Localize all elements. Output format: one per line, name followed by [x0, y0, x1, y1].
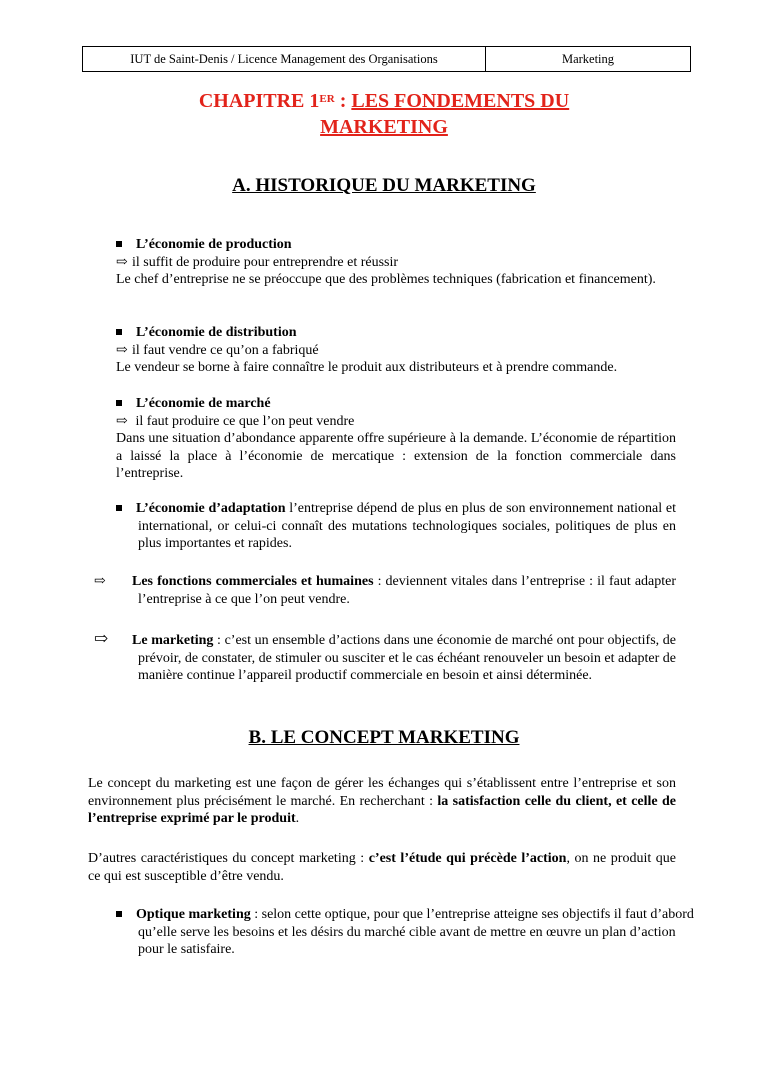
right-arrow-icon: ⇨: [94, 574, 106, 589]
header-subject: Marketing: [561, 51, 615, 66]
p1-bold: la satisfaction celle du client, et celle de l’entreprise exprimé par le produit: [88, 793, 677, 826]
section-a-title: A. HISTORIQUE DU MARKETING: [232, 175, 536, 196]
bullet-square-icon: [116, 241, 122, 247]
bullet-square-icon: [116, 911, 122, 917]
right-arrow-icon: ⇨: [116, 342, 128, 358]
production-block: [116, 236, 676, 289]
production-heading: L’économie de production: [136, 237, 292, 252]
production-text: Le chef d’entreprise ne se préoccupe que des problèmes techniques (fabrication et financement).: [116, 272, 656, 287]
optique-text: : selon cette optique, pour que l’entreprise atteigne ses objectifs il faut d’abord qu’elle serve les besoins et les désirs du marché cible avant de mettre en œuvre un plan d’action pour le satisfaire.: [138, 907, 694, 957]
adaptation-block: [116, 500, 676, 553]
marche-block: [116, 395, 676, 483]
bullet-square-icon: [116, 329, 122, 335]
p2-end: , on ne produit que ce qui est susceptible d’être vendu.: [88, 851, 676, 884]
p1-end: .: [295, 811, 300, 826]
optique-block: [116, 906, 698, 959]
marche-heading: L’économie de marché: [136, 396, 271, 411]
bullet-square-icon: [116, 505, 122, 511]
section-b-title: B. LE CONCEPT MARKETING: [248, 727, 520, 748]
production-arrow-text: il suffit de produire pour entreprendre et réussir: [132, 254, 399, 270]
adaptation-text: l’entreprise dépend de plus en plus de son environnement national et international, or celui-ci connaît des mutations technologiques sociales, politiques de plus en plus importantes et rapides.: [138, 501, 676, 551]
p2-text: D’autres caractéristiques du concept marketing :: [88, 851, 369, 866]
marketing-heading: Le marketing: [132, 633, 214, 648]
right-arrow-icon: ⇨: [116, 413, 128, 429]
marche-text: Dans une situation d’abondance apparente offre supérieure à la demande. L’économie de répartition a laissé la place à l’économie de mercatique : extension de la fonction commerciale dans l’entreprise.: [116, 431, 676, 481]
adaptation-heading: L’économie d’adaptation: [136, 501, 286, 516]
header-institution: IUT de Saint-Denis / Licence Management des Organisations: [83, 47, 486, 71]
distribution-arrow-text: il faut vendre ce qu’on a fabriqué: [132, 342, 319, 358]
marche-arrow-text: il faut produire ce que l’on peut vendre: [135, 413, 355, 429]
marketing-block: [94, 629, 676, 685]
bullet-square-icon: [116, 400, 122, 406]
distribution-heading: L’économie de distribution: [136, 325, 297, 340]
optique-heading: Optique marketing: [136, 907, 251, 922]
marketing-text: : c’est un ensemble d’actions dans une économie de marché ont pour objectifs, de prévoir, de constater, de stimuler ou susciter et le cas échéant renouveler un besoin et adapter de manière continue l’appareil productif commerciale en besoin et ainsi déterminée.: [138, 633, 676, 683]
distribution-block: [116, 324, 676, 377]
chapter-title-line1: LES FONDEMENTS DU: [351, 90, 570, 112]
concept-paragraph-2: [88, 850, 676, 885]
distribution-text: Le vendeur se borne à faire connaître le produit aux distributeurs et à prendre commande.: [116, 360, 618, 375]
concept-paragraph-1: [88, 775, 676, 828]
chapter-prefix: CHAPITRE 1: [198, 90, 320, 112]
fonctions-text: : deviennent vitales dans l’entreprise : il faut adapter l’entreprise à ce que l’on peut vendre.: [138, 574, 677, 607]
right-arrow-icon: ⇨: [116, 254, 128, 270]
page-header: [82, 46, 691, 72]
p2-bold: c’est l’étude qui précède l’action: [368, 851, 567, 866]
chapter-sup: ER: [319, 93, 335, 105]
fonctions-block: [94, 573, 677, 608]
chapter-title-line2: MARKETING: [320, 116, 448, 138]
fonctions-heading: Les fonctions commerciales et humaines: [132, 574, 374, 589]
chapter-title: [100, 88, 668, 140]
p1-text: Le concept du marketing est une façon de gérer les échanges qui s’établissent entre l’entreprise et son environnement plus précisément le marché. En recherchant :: [88, 776, 676, 809]
chapter-colon: :: [334, 90, 352, 112]
right-arrow-icon: ⇨: [94, 629, 109, 648]
